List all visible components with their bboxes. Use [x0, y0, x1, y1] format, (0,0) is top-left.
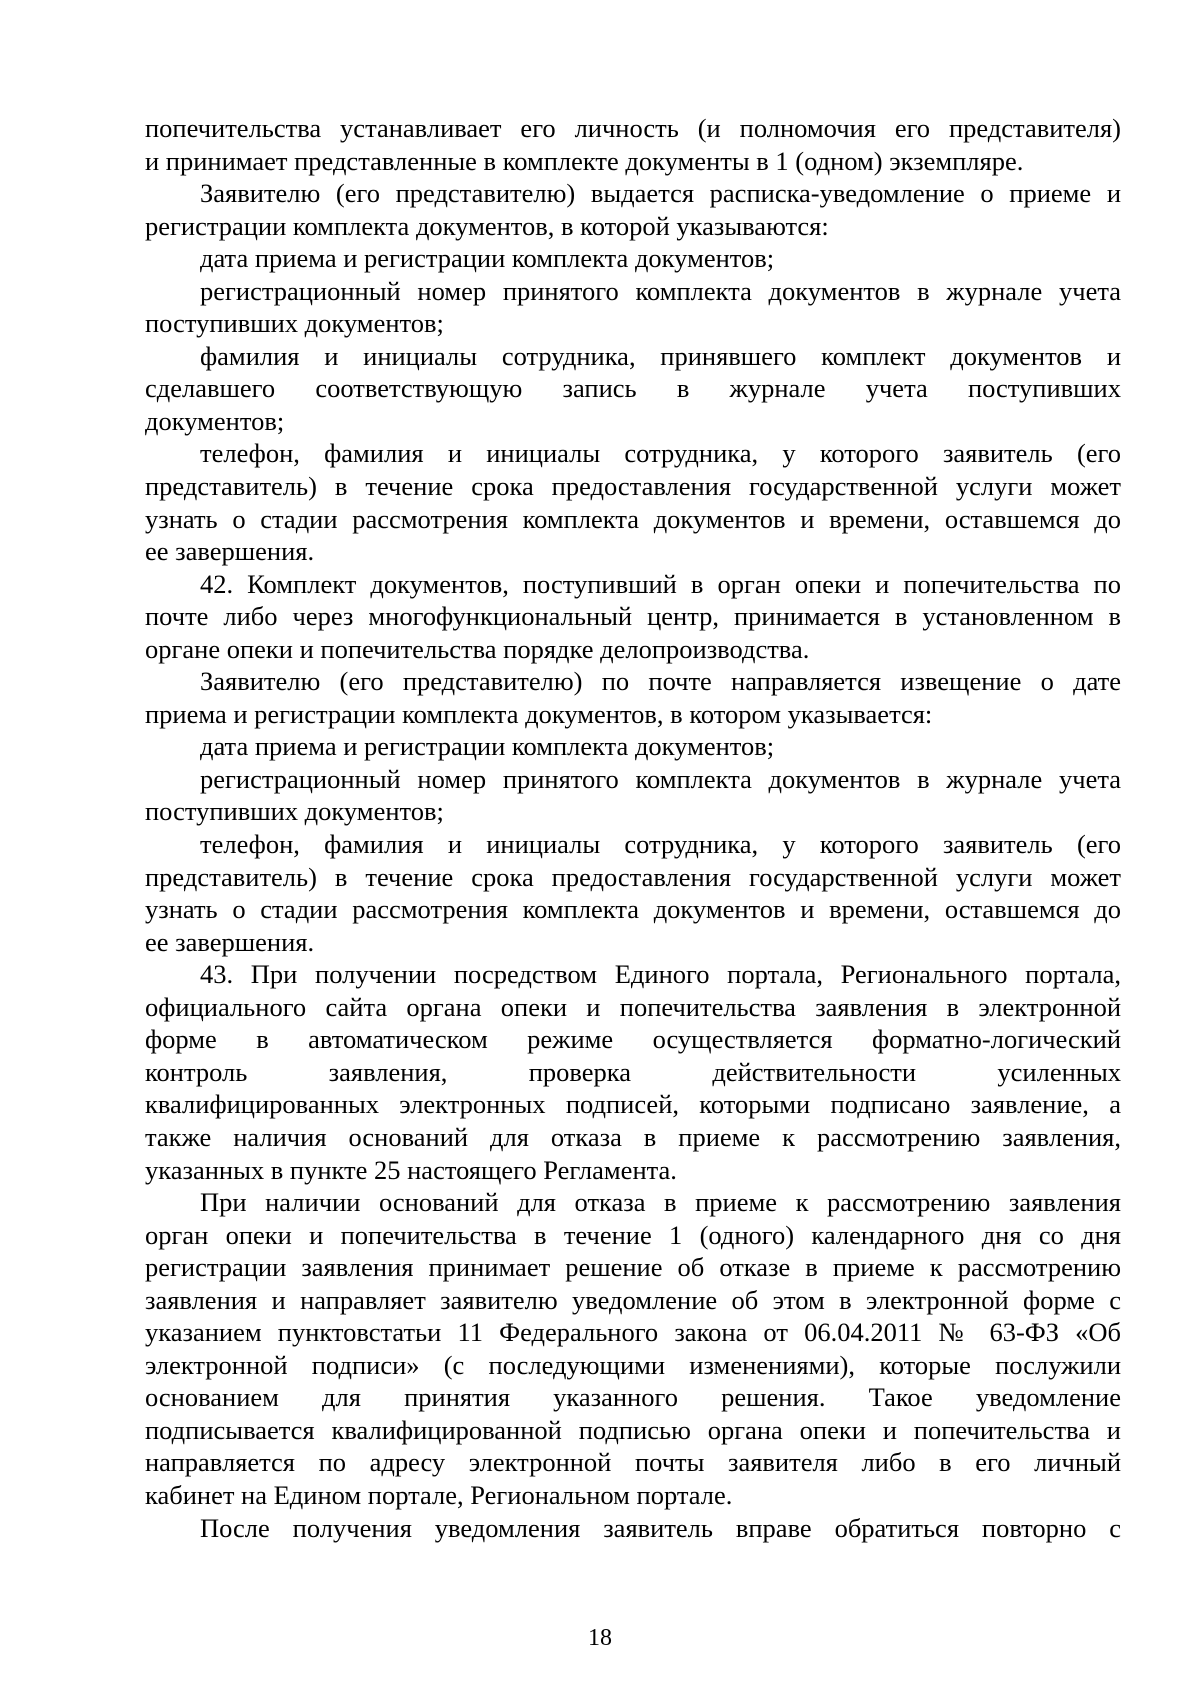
text-line: телефон, фамилия и инициалы сотрудника, у которого заявитель (его — [200, 438, 1121, 469]
text-line: фамилия и инициалы сотрудника, принявшего комплект документов и — [200, 340, 1121, 371]
text-line: документов; — [145, 405, 285, 436]
text-line: квалифицированных электронных подписей, которыми подписано заявление, а — [145, 1089, 1121, 1120]
text-line: сделавшего соответствующую запись в журнале учета поступивших — [145, 373, 1121, 404]
text-line: органе опеки и попечительства порядке делопроизводства. — [145, 633, 810, 664]
text-line: представитель) в течение срока предоставления государственной услуги может — [145, 861, 1121, 892]
text-line: ее завершения. — [145, 536, 315, 567]
document-body — [145, 112, 1121, 1544]
text-line: приема и регистрации комплекта документов, в котором указывается: — [145, 698, 933, 729]
text-line: представитель) в течение срока предоставления государственной услуги может — [145, 471, 1121, 502]
text-line: указанных в пункте 25 настоящего Регламента. — [145, 1154, 677, 1185]
text-line: направляется по адресу электронной почты заявителя либо в его личный — [145, 1447, 1121, 1478]
text-line: ее завершения. — [145, 926, 315, 957]
text-line: орган опеки и попечительства в течение 1 (одного) календарного дня со дня — [145, 1219, 1121, 1250]
text-line: регистрационный номер принятого комплекта документов в журнале учета — [200, 275, 1121, 306]
text-line: основанием для принятия указанного решения. Такое уведомление — [145, 1382, 1121, 1413]
text-line: Заявителю (его представителю) по почте направляется извещение о дате — [200, 666, 1121, 697]
text-line: При наличии оснований для отказа в приеме к рассмотрению заявления — [200, 1187, 1121, 1218]
text-line: подписывается квалифицированной подписью органа опеки и попечительства и — [145, 1414, 1121, 1445]
text-line: регистрации комплекта документов, в которой указываются: — [145, 210, 829, 241]
text-line: форме в автоматическом режиме осуществляется форматно-логический — [145, 1024, 1121, 1055]
text-line: заявления и направляет заявителю уведомление об этом в электронной форме с — [145, 1284, 1121, 1315]
text-line: 42. Комплект документов, поступивший в орган опеки и попечительства по — [200, 568, 1121, 599]
text-line: поступивших документов; — [145, 308, 444, 339]
text-line: 43. При получении посредством Единого портала, Регионального портала, — [200, 959, 1121, 990]
text-line: узнать о стадии рассмотрения комплекта документов и времени, оставшемся до — [145, 503, 1121, 534]
text-line: дата приема и регистрации комплекта документов; — [200, 243, 775, 274]
text-line: узнать о стадии рассмотрения комплекта документов и времени, оставшемся до — [145, 894, 1121, 925]
page-number: 18 — [588, 1625, 612, 1651]
text-line: телефон, фамилия и инициалы сотрудника, у которого заявитель (его — [200, 829, 1121, 860]
text-line: также наличия оснований для отказа в приеме к рассмотрению заявления, — [145, 1121, 1121, 1152]
text-line: почте либо через многофункциональный центр, принимается в установленном в — [145, 601, 1121, 632]
text-line: кабинет на Едином портале, Региональном портале. — [145, 1479, 733, 1510]
text-line: указанием пунктовстатьи 11 Федерального закона от 06.04.2011 № 63-ФЗ «Об — [145, 1317, 1121, 1348]
text-line: попечительства устанавливает его личность (и полномочия его представителя) — [145, 113, 1121, 143]
text-line: контроль заявления, проверка действительности усиленных — [145, 1056, 1121, 1087]
text-line: регистрации заявления принимает решение об отказе в приеме к рассмотрению — [145, 1252, 1121, 1283]
text-line: дата приема и регистрации комплекта документов; — [200, 731, 775, 762]
text-line: электронной подписи» (с последующими изменениями), которые послужили — [145, 1349, 1121, 1380]
text-line: После получения уведомления заявитель вправе обратиться повторно с — [200, 1512, 1121, 1543]
text-line: регистрационный номер принятого комплекта документов в журнале учета — [200, 763, 1121, 794]
text-line: поступивших документов; — [145, 796, 444, 827]
text-line: и принимает представленные в комплекте документы в 1 (одном) экземпляре. — [145, 145, 1024, 176]
text-line: официального сайта органа опеки и попечительства заявления в электронной — [145, 991, 1121, 1022]
text-line: Заявителю (его представителю) выдается расписка-уведомление о приеме и — [200, 178, 1121, 209]
